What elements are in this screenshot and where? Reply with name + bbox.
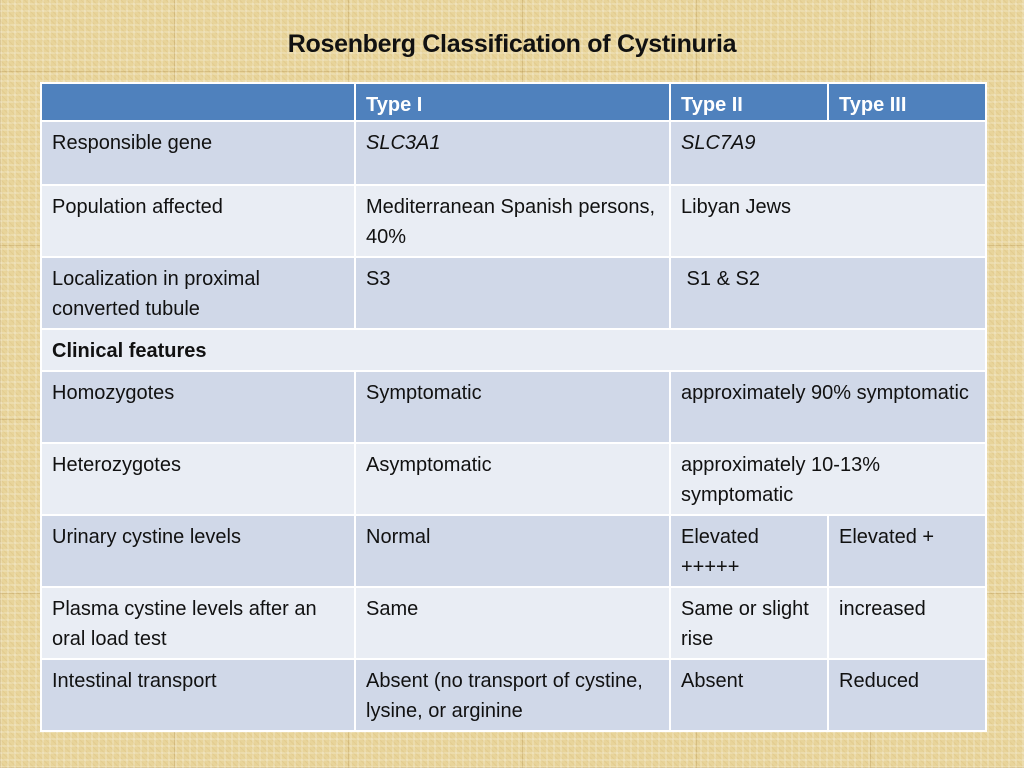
header-empty xyxy=(41,83,355,121)
classification-table xyxy=(40,82,987,732)
row-label: Localization in proximal converted tubule xyxy=(41,257,355,329)
cell-type-3: increased xyxy=(828,587,986,659)
row-label: Intestinal transport xyxy=(41,659,355,731)
section-label: Clinical features xyxy=(41,329,986,371)
page-title: Rosenberg Classification of Cystinuria xyxy=(287,30,737,58)
cell-type-1: Symptomatic xyxy=(355,371,670,443)
header-type-3: Type III xyxy=(828,83,986,121)
row-label: Population affected xyxy=(41,185,355,257)
cell-type-3: Elevated + xyxy=(828,515,986,587)
cell-type-2-3: Libyan Jews xyxy=(670,185,986,257)
cell-type-1: S3 xyxy=(355,257,670,329)
row-label: Heterozygotes xyxy=(41,443,355,515)
table-row xyxy=(41,515,986,587)
cell-type-1: Asymptomatic xyxy=(355,443,670,515)
table-row xyxy=(41,257,986,329)
row-label: Homozygotes xyxy=(41,371,355,443)
table-row xyxy=(41,659,986,731)
cell-type-1: Mediterranean Spanish persons, 40% xyxy=(355,185,670,257)
cell-type-2: Same or slight rise xyxy=(670,587,828,659)
table-header-row xyxy=(41,83,986,121)
row-label: Plasma cystine levels after an oral load test xyxy=(41,587,355,659)
cell-type-1: Absent (no transport of cystine, lysine, or arginine xyxy=(355,659,670,731)
header-type-2: Type II xyxy=(670,83,828,121)
cell-type-2-3: approximately 10-13% symptomatic xyxy=(670,443,986,515)
row-label: Responsible gene xyxy=(41,121,355,185)
cell-type-2: Elevated +++++ xyxy=(670,515,828,587)
cell-type-1: Normal xyxy=(355,515,670,587)
cell-type-2: Absent xyxy=(670,659,828,731)
cell-type-1: SLC3A1 xyxy=(355,121,670,185)
cell-type-1: Same xyxy=(355,587,670,659)
cell-type-2-3: SLC7A9 xyxy=(670,121,986,185)
row-label: Urinary cystine levels xyxy=(41,515,355,587)
table-row xyxy=(41,371,986,443)
header-type-1: Type I xyxy=(355,83,670,121)
table-row-section xyxy=(41,329,986,371)
table-row xyxy=(41,121,986,185)
cell-type-3: Reduced xyxy=(828,659,986,731)
cell-type-2-3: approximately 90% symptomatic xyxy=(670,371,986,443)
cell-type-2-3: S1 & S2 xyxy=(670,257,986,329)
table-row xyxy=(41,185,986,257)
table-row xyxy=(41,443,986,515)
table-row xyxy=(41,587,986,659)
